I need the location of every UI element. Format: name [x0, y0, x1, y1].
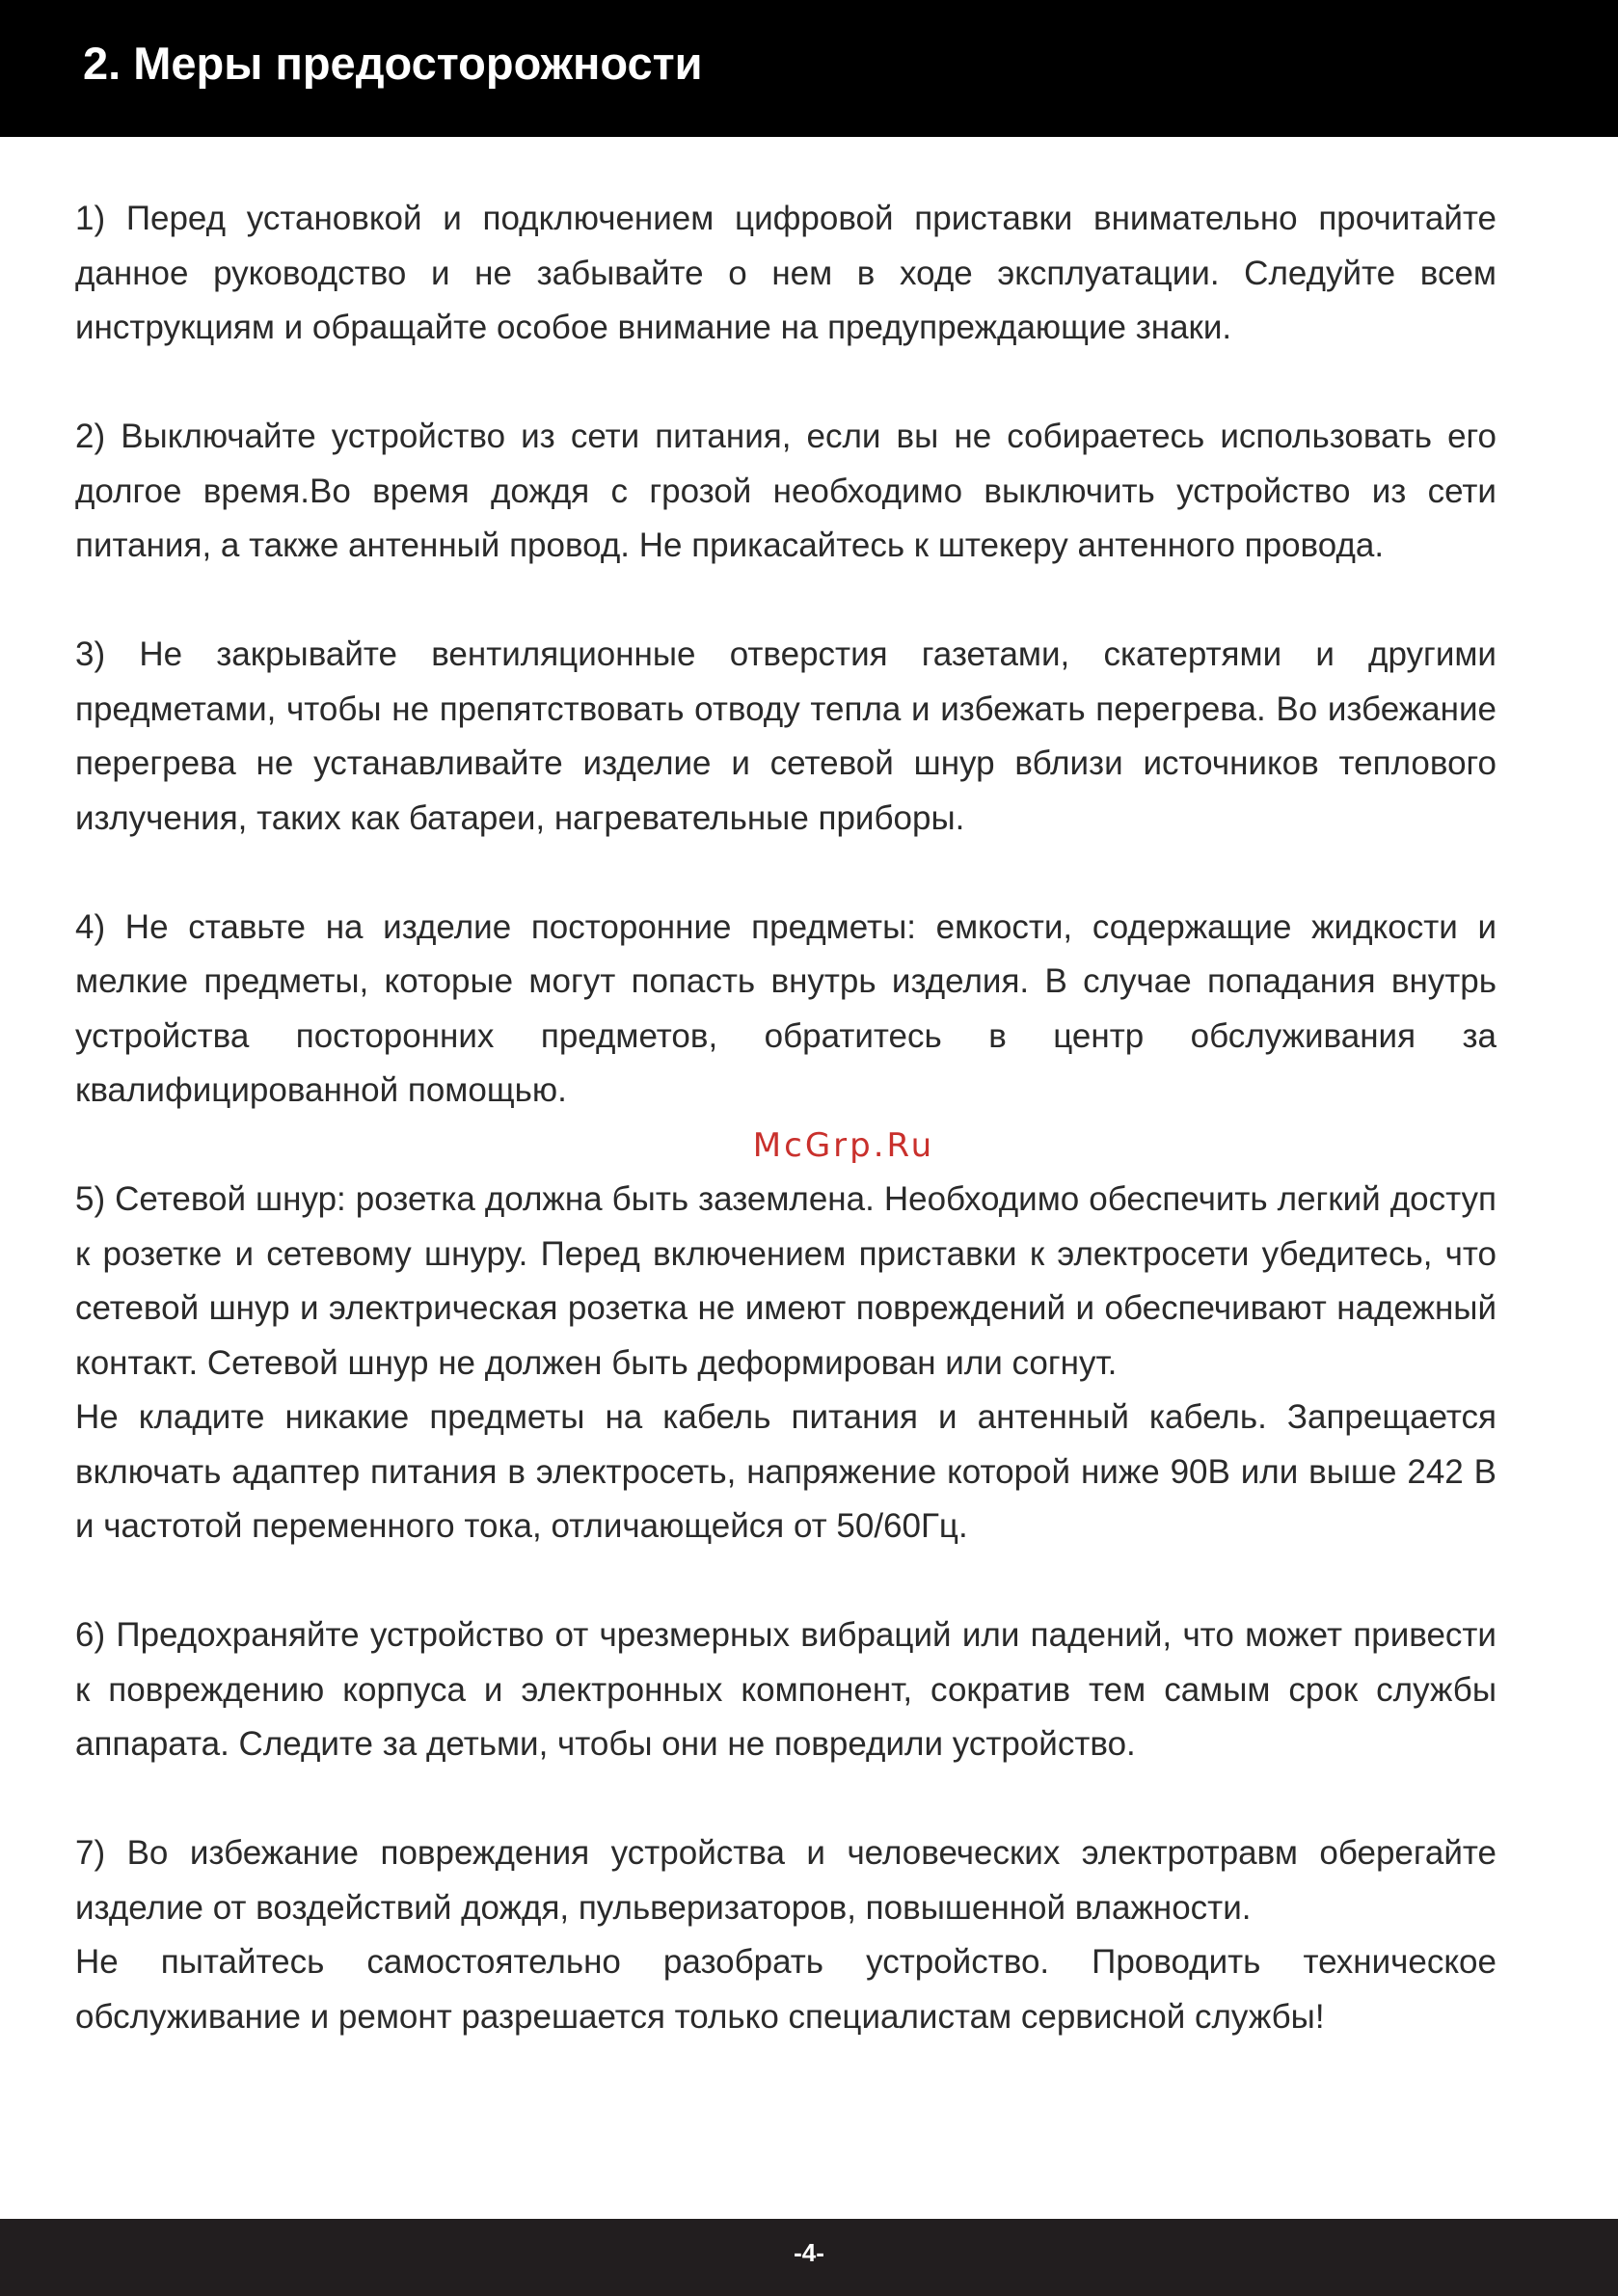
header-bar	[0, 0, 1618, 137]
paragraph-5-continued: Не кладите никакие предметы на кабель питания и антенный кабель. Запрещается включать адаптер питания в электросеть, напряжение которой ниже 90В или выше 242 В и частотой переменного тока, отличающейся от 50/60Гц.	[75, 1398, 1497, 1545]
document-body	[75, 192, 1497, 2044]
paragraph-6: 6) Предохраняйте устройство от чрезмерных вибраций или падений, что может привести к повреждению корпуса и электронных компонент, сократив тем самым срок службы аппарата. Следите за детьми, чтобы они не повредили устройство.	[75, 1616, 1497, 1763]
paragraph-spacer	[75, 356, 1497, 411]
paragraph-spacer	[75, 846, 1497, 901]
paragraph-spacer	[75, 1772, 1497, 1827]
watermark: McGrp.Ru	[752, 1125, 935, 1165]
page-number: -4-	[794, 2238, 824, 2267]
paragraph-4: 4) Не ставьте на изделие посторонние предметы: емкости, содержащие жидкости и мелкие предметы, которые могут попасть внутрь изделия. В случае попадания внутрь устройства посторонних предметов, обратитесь в центр обслуживания за квалифицированной помощью.	[75, 907, 1497, 1109]
paragraph-7: 7) Во избежание повреждения устройства и человеческих электротравм оберегайте изделие от воздействий дождя, пульверизаторов, повышенной влажности.	[75, 1834, 1497, 1927]
paragraph-7-continued: Не пытайтесь самостоятельно разобрать устройство. Проводить техническое обслуживание и ремонт разрешается только специалистам сервисной службы!	[75, 1943, 1497, 2036]
paragraph-3: 3) Не закрывайте вентиляционные отверстия газетами, скатертями и другими предметами, чтобы не препятствовать отводу тепла и избежать перегрева. Во избежание перегрева не устанавливайте изделие и сетевой шнур вблизи источников теплового излучения, таких как батареи, нагревательные приборы.	[75, 635, 1497, 837]
page-title: 2. Меры предосторожности	[83, 38, 703, 89]
paragraph-spacer	[75, 1554, 1497, 1609]
paragraph-1: 1) Перед установкой и подключением цифровой приставки внимательно прочитайте данное руководство и не забывайте о нем в ходе эксплуатации. Следуйте всем инструкциям и обращайте особое внимание на предупреждающие знаки.	[75, 200, 1497, 346]
paragraph-spacer	[75, 574, 1497, 629]
paragraph-2: 2) Выключайте устройство из сети питания, если вы не собираетесь использовать его долгое время.Во время дождя с грозой необходимо выключить устройство из сети питания, а также антенный провод. Не прикасайтесь к штекеру антенного провода.	[75, 418, 1497, 564]
paragraph-5: 5) Сетевой шнур: розетка должна быть заземлена. Необходимо обеспечить легкий доступ к розетке и сетевому шнуру. Перед включением приставки к электросети убедитесь, что сетевой шнур и электрическая розетка не имеют повреждений и обеспечивают надежный контакт. Сетевой шнур не должен быть деформирован или согнут.	[75, 1180, 1497, 1382]
